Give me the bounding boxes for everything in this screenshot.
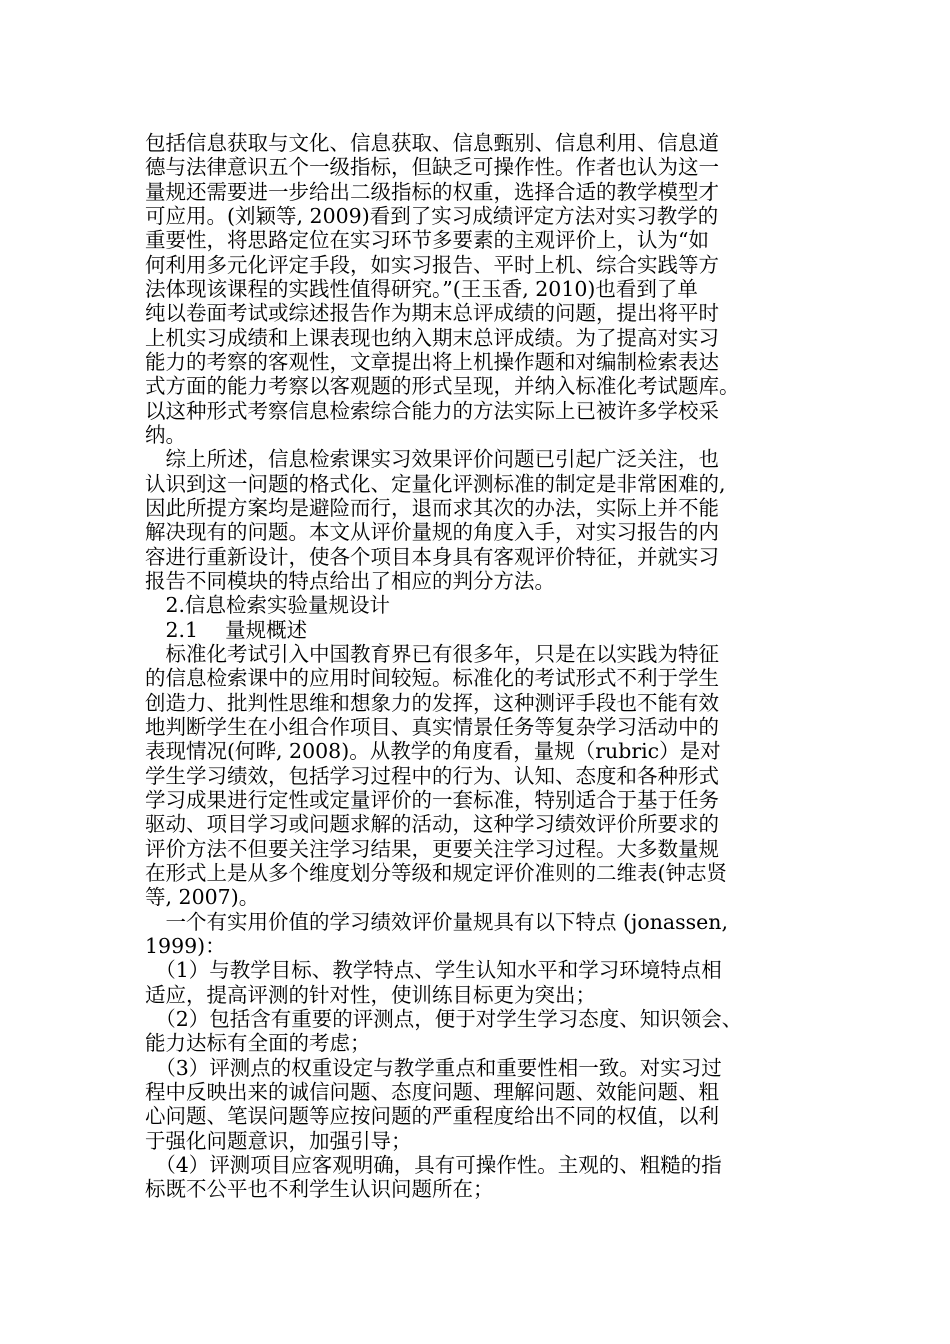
list-item-line: （1）与教学目标、教学特点、学生认知水平和学习环境特点相 — [145, 958, 722, 982]
text-line: 量规还需要进一步给出二级指标的权重，选择合适的教学模型才 — [145, 180, 719, 204]
text-line: 1999)： — [145, 934, 226, 958]
text-line: 何利用多元化评定手段，如实习报告、平时上机、综合实践等方 — [145, 253, 719, 277]
text-line: 学习成果进行定性或定量评价的一套标准，特别适合于基于任务 — [145, 788, 719, 812]
text-line: 认识到这一问题的格式化、定量化评测标准的制定是非常困难的, — [145, 472, 726, 496]
text-line: 以这种形式考察信息检索综合能力的方法实际上已被许多学校采 — [145, 399, 719, 423]
text-line: 驱动、项目学习或问题求解的活动，这种学习绩效评价所要求的 — [145, 812, 719, 836]
subsection-heading: 2.1 量规概述 — [145, 618, 308, 642]
text-line: 纳。 — [145, 423, 186, 447]
text-line: 评价方法不但要关注学习结果，更要关注学习过程。大多数量规 — [145, 837, 719, 861]
text-line: 可应用。(刘颖等, 2009)看到了实习成绩评定方法对实习教学的 — [145, 204, 719, 228]
text-line: 德与法律意识五个一级指标，但缺乏可操作性。作者也认为这一 — [145, 155, 719, 179]
list-item-line: 于强化问题意识，加强引导； — [145, 1129, 412, 1153]
text-line: 一个有实用价值的学习绩效评价量规具有以下特点 (jonassen, — [145, 910, 729, 934]
text-line: 等, 2007)。 — [145, 885, 260, 909]
list-item-line: 能力达标有全面的考虑； — [145, 1031, 371, 1055]
text-line: 包括信息获取与文化、信息获取、信息甄别、信息利用、信息道 — [145, 131, 719, 155]
text-line: 的信息检索课中的应用时间较短。标准化的考试形式不利于学生 — [145, 666, 719, 690]
list-item-line: 适应，提高评测的针对性，使训练目标更为突出； — [145, 983, 596, 1007]
text-line: 重要性，将思路定位在实习环节多要素的主观评价上，认为“如 — [145, 228, 709, 252]
section-heading: 2.信息检索实验量规设计 — [145, 593, 391, 617]
list-item-line: 程中反映出来的诚信问题、态度问题、理解问题、效能问题、粗 — [145, 1080, 719, 1104]
text-line: 因此所提方案均是避险而行，退而求其次的办法，实际上并不能 — [145, 496, 719, 520]
text-line: 报告不同模块的特点给出了相应的判分方法。 — [145, 569, 555, 593]
list-item-line: （4）评测项目应客观明确，具有可操作性。主观的、粗糙的指 — [145, 1153, 722, 1177]
text-line: 解决现有的问题。本文从评价量规的角度入手，对实习报告的内 — [145, 520, 719, 544]
text-line: 学生学习绩效，包括学习过程中的行为、认知、态度和各种形式 — [145, 764, 719, 788]
text-line: 标准化考试引入中国教育界已有很多年，只是在以实践为特征 — [145, 642, 719, 666]
text-line: 纯以卷面考试或综述报告作为期末总评成绩的问题，提出将平时 — [145, 301, 719, 325]
list-item-line: 心问题、笔误问题等应按问题的严重程度给出不同的权值，以利 — [145, 1104, 719, 1128]
text-line: 在形式上是从多个维度划分等级和规定评价准则的二维表(钟志贤 — [145, 861, 727, 885]
list-item-line: （3）评测点的权重设定与教学重点和重要性相一致。对实习过 — [145, 1056, 722, 1080]
text-line: 表现情况(何晔, 2008)。从教学的角度看，量规（rubric）是对 — [145, 739, 721, 763]
text-line: 地判断学生在小组合作项目、真实情景任务等复杂学习活动中的 — [145, 715, 719, 739]
text-line: 法体现该课程的实践性值得研究。”(王玉香, 2010)也看到了单 — [145, 277, 698, 301]
list-item-line: （2）包括含有重要的评测点，便于对学生学习态度、知识领会、 — [145, 1007, 743, 1031]
text-line: 式方面的能力考察以客观题的形式呈现，并纳入标准化考试题库。 — [145, 374, 740, 398]
text-line: 上机实习成绩和上课表现也纳入期末总评成绩。为了提高对实习 — [145, 326, 719, 350]
list-item-line: 标既不公平也不利学生认识问题所在； — [145, 1177, 494, 1201]
text-line: 容进行重新设计，使各个项目本身具有客观评价特征，并就实习 — [145, 545, 719, 569]
text-line: 创造力、批判性思维和想象力的发挥，这种测评手段也不能有效 — [145, 691, 719, 715]
text-line: 综上所述，信息检索课实习效果评价问题已引起广泛关注，也 — [145, 447, 719, 471]
text-line: 能力的考察的客观性，文章提出将上机操作题和对编制检索表达 — [145, 350, 719, 374]
